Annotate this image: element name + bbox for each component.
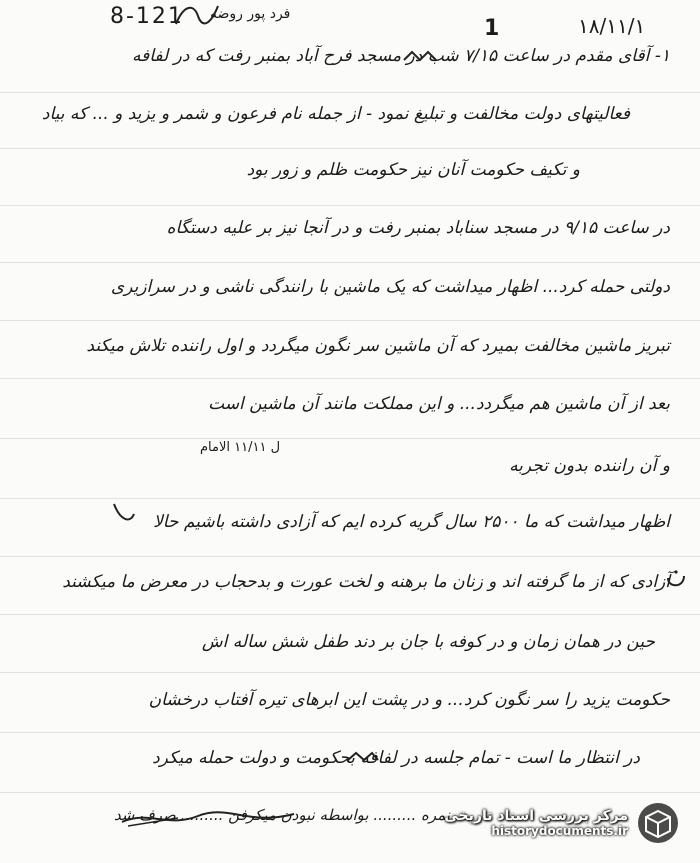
number-one: 1 xyxy=(484,16,500,41)
top-note: فرد پور روضه xyxy=(210,6,291,22)
document-date: ۱۸/۱۱/۱ xyxy=(578,14,646,38)
watermark-url: historydocuments.ir xyxy=(491,824,628,838)
curl-mark xyxy=(110,500,138,526)
text-line: در انتظار ما است - تمام جلسه در لفافه بحکومت و دولت حمله میکرد xyxy=(152,748,640,768)
margin-note: ل ۱۱/۱۱ الامام xyxy=(200,440,281,455)
ruled-line xyxy=(0,498,700,499)
text-line: نمره ......... بواسطه نبودن میکرفن ......... صرف شد xyxy=(113,806,450,824)
strikethrough-mark xyxy=(402,48,438,66)
ruled-line xyxy=(0,148,700,149)
ruled-line xyxy=(0,205,700,206)
strikethrough-mark xyxy=(346,750,380,766)
text-line: تبریز ماشین مخالفت بمیرد که آن ماشین سر نگون میگردد و اول راننده تلاش میکند xyxy=(86,336,670,356)
archive-logo-icon xyxy=(636,801,680,845)
text-line: دولتی حمله کرد... اظهار میداشت که یک ماشین با رانندگی ناشی و در سرازیری xyxy=(110,277,670,297)
text-line: حین در همان زمان و در کوفه با جان بر دند طفل شش ساله اش xyxy=(201,632,655,652)
signature-mark xyxy=(172,0,222,32)
ruled-line xyxy=(0,732,700,733)
ruled-line xyxy=(0,672,700,673)
text-line: و تکیف حکومت آنان نیز حکومت ظلم و زور بود xyxy=(246,160,580,180)
text-line: و آن راننده بدون تجربه xyxy=(509,456,670,476)
ruled-line xyxy=(0,792,700,793)
page-code: 8-121 xyxy=(110,4,184,29)
text-line: آزادی که از ما گرفته اند و زنان ما برهنه و لخت عورت و بدحجاب در معرض ما میکشند xyxy=(62,572,670,592)
ruled-line xyxy=(0,320,700,321)
watermark xyxy=(444,801,680,845)
ruled-line xyxy=(0,614,700,615)
ruled-line xyxy=(0,438,700,439)
watermark-name: مرکز بررسی اسناد تاریخی xyxy=(444,808,628,824)
text-line: ۱- آقای مقدم در ساعت ۷/۱۵ شب در مسجد فرح آباد بمنبر رفت که در لفافه xyxy=(132,46,670,66)
text-line: اظهار میداشت که ما ۲۵۰۰ سال گریه کرده ایم که آزادی داشته باشیم حالا xyxy=(153,512,670,532)
hook-mark xyxy=(664,566,688,590)
text-line: حکومت یزید را سر نگون کرد... و در پشت این ابرهای تیره آفتاب درخشان xyxy=(148,690,670,710)
scribble-mark xyxy=(118,808,298,830)
text-line: در ساعت ۹/۱۵ در مسجد سناباد بمنبر رفت و در آنجا نیز بر علیه دستگاه xyxy=(166,218,670,238)
text-line: فعالیتهای دولت مخالفت و تبلیغ نمود - از جمله نام فرعون و شمر و یزید و ... که بیاد xyxy=(41,104,630,124)
ruled-line xyxy=(0,262,700,263)
ruled-line xyxy=(0,556,700,557)
ruled-line xyxy=(0,92,700,93)
ruled-line xyxy=(0,378,700,379)
text-line: بعد از آن ماشین هم میگردد... و این مملکت مانند آن ماشین است xyxy=(208,394,670,414)
